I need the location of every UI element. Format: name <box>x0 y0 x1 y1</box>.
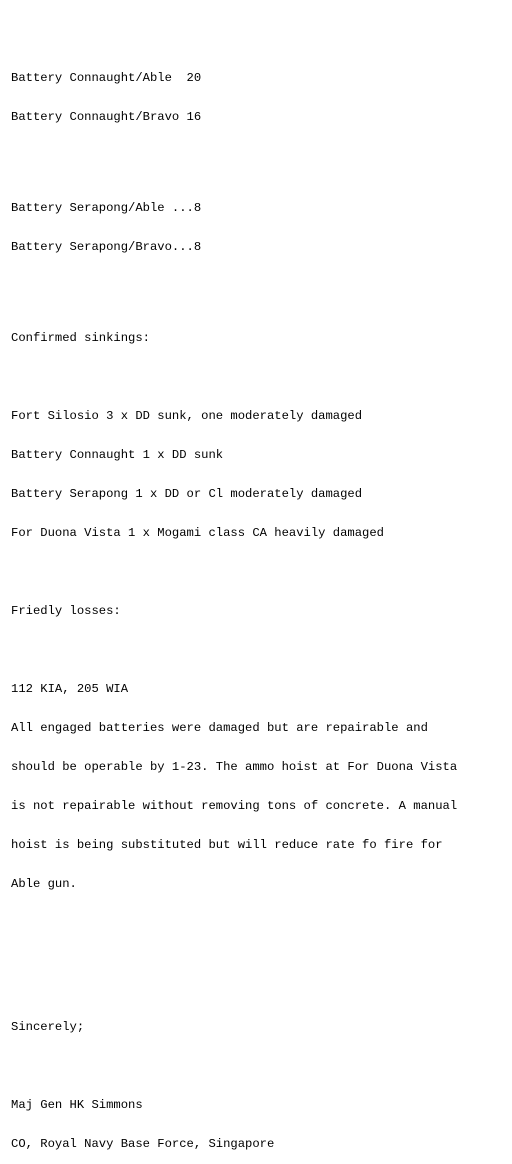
losses-heading: Friedly losses: <box>11 604 121 618</box>
document-body <box>11 46 507 1164</box>
sinkings-heading: Confirmed sinkings: <box>11 331 150 345</box>
damage-report-line: All engaged batteries were damaged but are repairable and <box>11 721 428 735</box>
casualties-text: 112 KIA, 205 WIA <box>11 682 129 696</box>
sinking-item: Fort Silosio 3 x DD sunk, one moderately damaged <box>11 409 363 423</box>
spacer <box>11 371 507 384</box>
spacer <box>11 1060 507 1073</box>
spacer <box>11 280 507 306</box>
damage-report-line: should be operable by 1-23. The ammo hoist at For Duona Vista <box>11 760 458 774</box>
signature-title: CO, Royal Navy Base Force, Singapore <box>11 1137 275 1151</box>
signature-name: Maj Gen HK Simmons <box>11 1098 143 1112</box>
sinking-item: Battery Connaught 1 x DD sunk <box>11 448 224 462</box>
sinking-item: For Duona Vista 1 x Mogami class CA heavily damaged <box>11 526 384 540</box>
damage-report-line: Able gun. <box>11 877 77 891</box>
spacer <box>11 150 507 176</box>
spacer <box>11 644 507 657</box>
spacer <box>11 917 507 995</box>
damage-report-line: hoist is being substituted but will reduce rate fo fire for <box>11 838 443 852</box>
sinking-item: Battery Serapong 1 x DD or Cl moderately damaged <box>11 487 363 501</box>
battery-serapong-able: Battery Serapong/Able ...8 <box>11 201 202 215</box>
battery-serapong-bravo: Battery Serapong/Bravo...8 <box>11 240 202 254</box>
salutation: Sincerely; <box>11 1020 85 1034</box>
damage-report-line: is not repairable without removing tons of concrete. A manual <box>11 799 458 813</box>
battery-connaught-able: Battery Connaught/Able 20 <box>11 71 202 85</box>
battery-connaught-bravo: Battery Connaught/Bravo 16 <box>11 110 202 124</box>
spacer <box>11 566 507 579</box>
